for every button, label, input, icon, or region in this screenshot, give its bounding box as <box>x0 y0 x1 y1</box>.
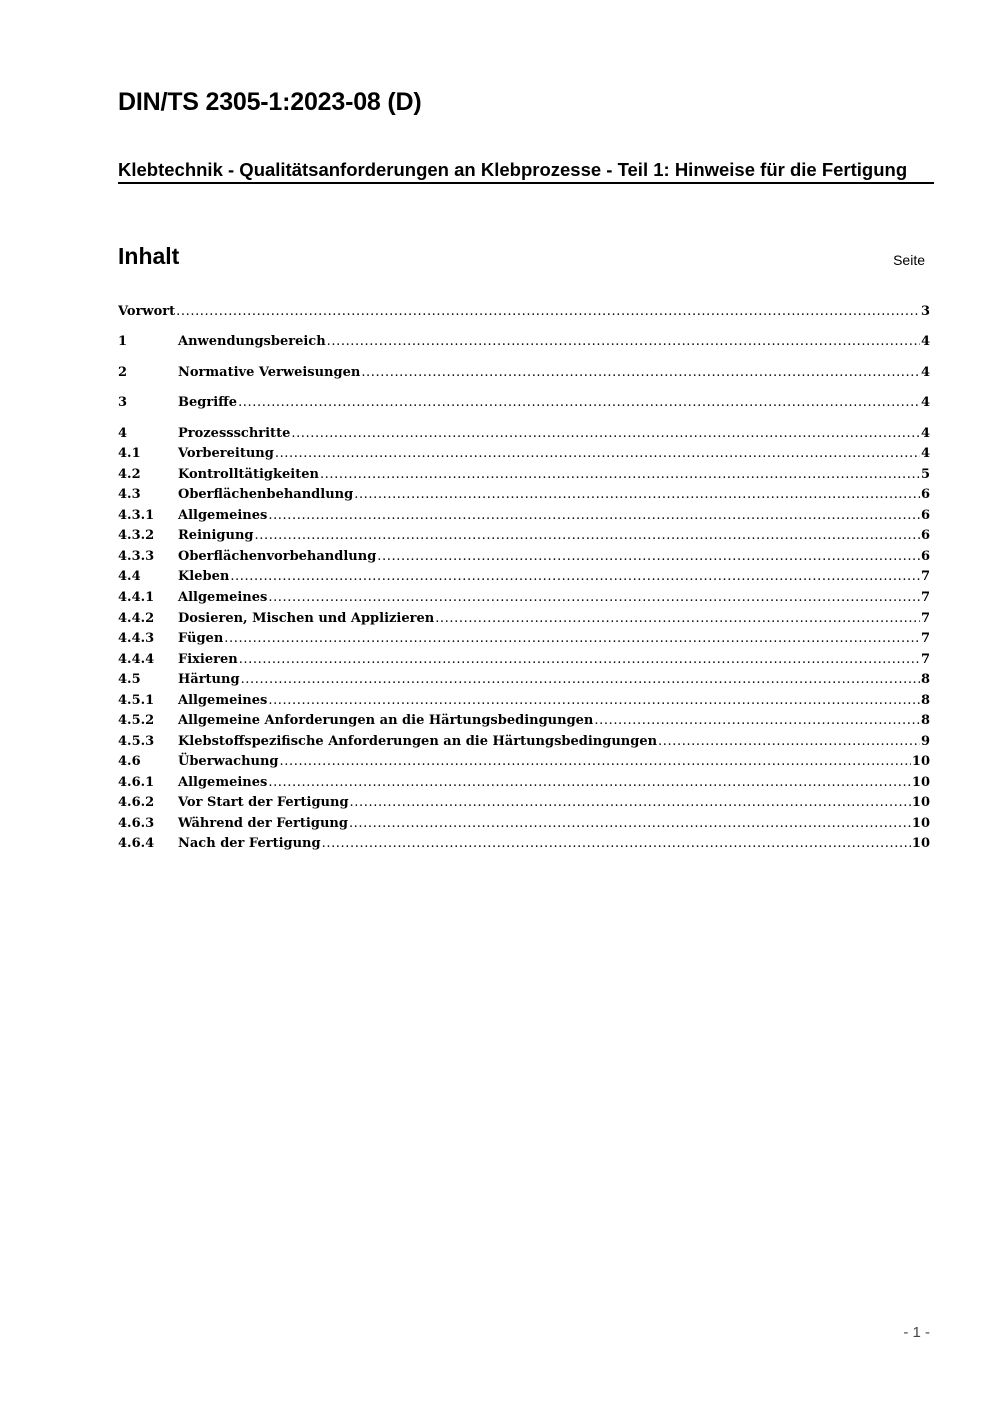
toc-leader-dots <box>322 834 911 854</box>
toc-entry-4-6-2[interactable] <box>118 793 930 813</box>
toc-entry-page: 6 <box>920 487 930 502</box>
toc-entry-4-4-4[interactable] <box>118 650 930 670</box>
toc-leader-dots <box>658 732 920 752</box>
toc-entry-number: 1 <box>118 334 128 349</box>
toc-entry-2[interactable] <box>118 363 930 383</box>
toc-entry-page: 4 <box>920 446 930 461</box>
toc-entry-number: 4.1 <box>118 446 141 461</box>
toc-entry-4-3-3[interactable] <box>118 547 930 567</box>
toc-entry-vorwort[interactable] <box>118 302 930 322</box>
toc-entry-number: 4 <box>118 426 128 441</box>
toc-entry-4-3-1[interactable] <box>118 506 930 526</box>
toc-entry-page: 10 <box>911 795 930 810</box>
toc-entry-title: Dosieren, Mischen und Applizieren <box>178 611 435 626</box>
toc-heading: Inhalt <box>118 243 180 269</box>
toc-entry-number: 4.3.1 <box>118 508 155 523</box>
toc-leader-dots <box>280 752 911 772</box>
toc-entry-page: 4 <box>920 426 930 441</box>
toc-entry-page: 9 <box>920 734 930 749</box>
toc-entry-number: 4.6.2 <box>118 795 155 810</box>
toc-entry-title: Härtung <box>178 672 240 687</box>
toc-entry-title: Kontrolltätigkeiten <box>178 467 319 482</box>
toc-entry-page: 4 <box>920 395 930 410</box>
toc-entry-title: Während der Fertigung <box>178 816 348 831</box>
toc-entry-4-5-1[interactable] <box>118 691 930 711</box>
toc-entry-number: 4.6 <box>118 754 141 769</box>
toc-leader-dots <box>354 485 920 505</box>
toc-entry-page: 4 <box>920 365 930 380</box>
toc-entry-4-3[interactable] <box>118 485 930 505</box>
toc-entry-number: 4.4.2 <box>118 611 155 626</box>
toc-entry-number: 3 <box>118 395 128 410</box>
toc-entry-number: 4.5 <box>118 672 141 687</box>
toc-entry-title: Allgemeines <box>178 508 268 523</box>
toc-entry-page: 10 <box>911 775 930 790</box>
toc-entry-4[interactable] <box>118 424 930 444</box>
toc-entry-title: Allgemeines <box>178 590 268 605</box>
toc-entry-number: 4.4.4 <box>118 652 155 667</box>
toc-leader-dots <box>176 302 920 322</box>
toc-entry-page: 10 <box>911 816 930 831</box>
toc-entry-page: 7 <box>920 652 930 667</box>
document-id: DIN/TS 2305-1:2023-08 (D) <box>118 88 422 116</box>
toc-leader-dots <box>275 444 920 464</box>
toc-entry-4-4-3[interactable] <box>118 629 930 649</box>
toc-leader-dots <box>238 393 920 413</box>
toc-entry-4-6[interactable] <box>118 752 930 772</box>
toc-entry-page: 3 <box>920 304 930 319</box>
toc-entry-4-6-3[interactable] <box>118 814 930 834</box>
toc-entry-title: Vorbereitung <box>178 446 274 461</box>
toc-entry-3[interactable] <box>118 393 930 413</box>
toc-entry-page: 8 <box>920 693 930 708</box>
toc-entry-number: 4.3.3 <box>118 549 155 564</box>
toc-leader-dots <box>349 814 911 834</box>
toc-leader-dots <box>435 609 920 629</box>
toc-entry-page: 7 <box>920 631 930 646</box>
toc-entry-4-4-2[interactable] <box>118 609 930 629</box>
toc-entry-title: Anwendungsbereich <box>178 334 326 349</box>
toc-entry-title: Allgemeine Anforderungen an die Härtungsbedingungen <box>178 713 594 728</box>
toc-entry-4-4-1[interactable] <box>118 588 930 608</box>
toc-leader-dots <box>230 567 920 587</box>
toc-entry-4-3-2[interactable] <box>118 526 930 546</box>
toc-entry-title: Überwachung <box>178 754 279 769</box>
toc-leader-dots <box>327 332 920 352</box>
toc-entry-4-5[interactable] <box>118 670 930 690</box>
toc-entry-page: 6 <box>920 549 930 564</box>
toc-entry-1[interactable] <box>118 332 930 352</box>
toc-entry-4-1[interactable] <box>118 444 930 464</box>
toc-entry-number: 4.3 <box>118 487 141 502</box>
toc-leader-dots <box>268 588 920 608</box>
toc-entry-page: 7 <box>920 569 930 584</box>
toc-entry-title: Begriffe <box>178 395 238 410</box>
toc-entry-number: 4.6.1 <box>118 775 155 790</box>
toc-entry-title: Normative Verweisungen <box>178 365 361 380</box>
toc-entry-title: Fügen <box>178 631 224 646</box>
toc-leader-dots <box>350 793 911 813</box>
toc-leader-dots <box>377 547 920 567</box>
toc-entry-number: 4.2 <box>118 467 141 482</box>
toc-entry-title: Allgemeines <box>178 693 268 708</box>
toc-entry-4-4[interactable] <box>118 567 930 587</box>
toc-entry-number: 4.5.2 <box>118 713 155 728</box>
toc-leader-dots <box>241 670 920 690</box>
toc-entry-title: Nach der Fertigung <box>178 836 321 851</box>
toc-entry-title: Kleben <box>178 569 230 584</box>
toc-entry-number: 4.4.3 <box>118 631 155 646</box>
toc-entry-title: Reinigung <box>178 528 254 543</box>
toc-entry-number: 4.5.1 <box>118 693 155 708</box>
toc-entry-title: Klebstoffspezifische Anforderungen an die Härtungsbedingungen <box>178 734 658 749</box>
toc-entry-4-2[interactable] <box>118 465 930 485</box>
toc-leader-dots <box>320 465 920 485</box>
toc-entry-title: Oberflächenbehandlung <box>178 487 354 502</box>
toc-leader-dots <box>268 506 920 526</box>
toc-entry-number: 4.3.2 <box>118 528 155 543</box>
toc-entry-page: 4 <box>920 334 930 349</box>
toc-leader-dots <box>255 526 920 546</box>
toc-leader-dots <box>594 711 920 731</box>
toc-entry-number: 4.5.3 <box>118 734 155 749</box>
toc-entry-4-5-2[interactable] <box>118 711 930 731</box>
toc-entry-page: 10 <box>911 836 930 851</box>
toc-leader-dots <box>224 629 920 649</box>
page-number: - 1 - <box>903 1324 930 1341</box>
toc-entry-4-6-4[interactable] <box>118 834 930 854</box>
toc-leader-dots <box>361 363 920 383</box>
toc-entry-page: 7 <box>920 611 930 626</box>
toc-entry-title: Allgemeines <box>178 775 268 790</box>
toc-entry-page: 8 <box>920 672 930 687</box>
toc-entry-title: Fixieren <box>178 652 238 667</box>
toc-entry-number: 2 <box>118 365 128 380</box>
toc-entry-title: Vorwort <box>118 304 176 319</box>
toc-entry-page: 5 <box>920 467 930 482</box>
toc-entry-number: 4.6.4 <box>118 836 155 851</box>
toc-leader-dots <box>268 691 920 711</box>
toc-entry-page: 7 <box>920 590 930 605</box>
toc-entry-page: 6 <box>920 528 930 543</box>
toc-entry-page: 8 <box>920 713 930 728</box>
document-title: Klebtechnik - Qualitätsanforderungen an Klebprozesse - Teil 1: Hinweise für die Fertigung <box>118 158 934 184</box>
toc-entry-title: Oberflächenvorbehandlung <box>178 549 377 564</box>
toc-entry-4-5-3[interactable] <box>118 732 930 752</box>
toc-entry-title: Prozessschritte <box>178 426 291 441</box>
toc-entry-number: 4.4.1 <box>118 590 155 605</box>
toc-entry-number: 4.6.3 <box>118 816 155 831</box>
toc-entry-number: 4.4 <box>118 569 141 584</box>
toc-leader-dots <box>268 773 911 793</box>
toc-entry-4-6-1[interactable] <box>118 773 930 793</box>
toc-entry-title: Vor Start der Fertigung <box>178 795 349 810</box>
toc-entry-page: 10 <box>911 754 930 769</box>
toc-leader-dots <box>239 650 920 670</box>
toc-page-column-label: Seite <box>893 252 925 268</box>
toc-entry-page: 6 <box>920 508 930 523</box>
toc-leader-dots <box>291 424 920 444</box>
table-of-contents <box>118 0 930 1403</box>
